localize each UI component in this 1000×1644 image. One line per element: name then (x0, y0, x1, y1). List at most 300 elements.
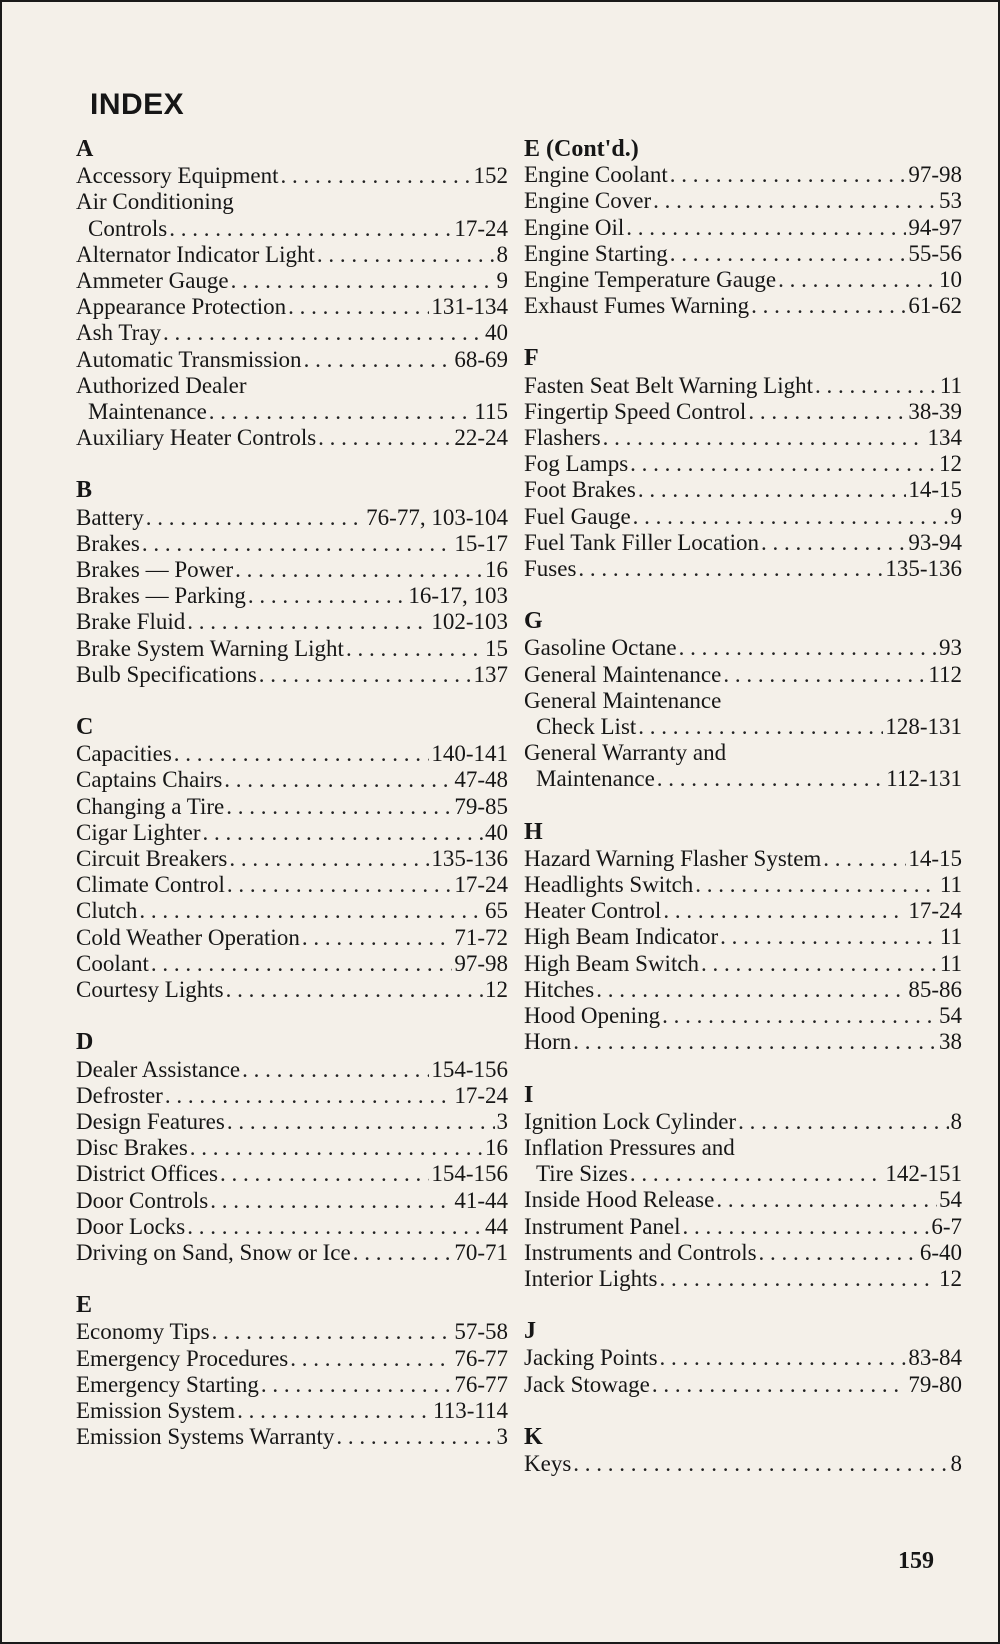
dot-leader (670, 241, 907, 267)
dot-leader (630, 1161, 884, 1187)
entry-page-reference: 76-77 (454, 1371, 508, 1397)
dot-leader (657, 766, 884, 792)
index-entry (76, 425, 508, 451)
entry-label: High Beam Switch (524, 950, 700, 976)
dot-leader (679, 635, 937, 661)
entry-page-reference: 3 (496, 1108, 508, 1134)
entry-page-reference: 17-24 (454, 215, 508, 241)
entry-label: Fuel Gauge (524, 503, 631, 529)
entry-page-reference: 102-103 (431, 609, 508, 635)
entry-label: Maintenance (536, 766, 655, 792)
index-entry (76, 741, 508, 767)
index-entry (76, 163, 508, 189)
entry-page-reference: 113-114 (433, 1397, 508, 1423)
index-section (524, 819, 962, 1056)
entry-label: Tire Sizes (536, 1161, 628, 1187)
entry-label: Battery (76, 504, 144, 530)
dot-leader (353, 1240, 453, 1266)
entry-label: Horn (524, 1029, 572, 1055)
entry-page-reference: 16 (485, 557, 508, 583)
index-entry (524, 162, 962, 188)
entry-page-reference: 70-71 (454, 1239, 508, 1265)
dot-leader (573, 1029, 937, 1055)
dot-leader (210, 1188, 452, 1214)
dot-leader (653, 188, 937, 214)
entry-page-reference: 47-48 (454, 767, 508, 793)
index-entry (76, 1083, 508, 1109)
index-entry (76, 505, 508, 531)
entry-label: Emergency Starting (76, 1371, 259, 1397)
index-section (524, 1082, 962, 1293)
entry-page-reference: 11 (939, 872, 962, 898)
entry-page-reference: 140-141 (431, 741, 508, 767)
entry-page-reference: 15-17 (454, 530, 508, 556)
dot-leader (317, 242, 495, 268)
section-letter: G (524, 608, 543, 635)
index-entry (76, 1057, 508, 1083)
dot-leader (248, 583, 406, 609)
dot-leader (288, 294, 429, 320)
entry-page-reference: 3 (496, 1424, 508, 1450)
index-entry (524, 1214, 962, 1240)
index-entry (524, 635, 962, 661)
entry-page-reference: 135-136 (885, 556, 962, 582)
index-entry (524, 1240, 962, 1266)
entry-page-reference: 135-136 (431, 846, 508, 872)
dot-leader (318, 425, 452, 451)
dot-leader (663, 898, 906, 924)
dot-leader (203, 820, 483, 846)
index-entry (76, 1398, 508, 1424)
entry-page-reference: 41-44 (454, 1187, 508, 1213)
index-entry (76, 925, 508, 951)
entry-label: Check List (536, 714, 637, 740)
entry-label: Emergency Procedures (76, 1345, 289, 1371)
entry-label: Gasoline Octane (524, 635, 677, 661)
dot-leader (163, 320, 483, 346)
index-entry (524, 1345, 962, 1371)
dot-leader (280, 163, 471, 189)
entry-label: Maintenance (88, 399, 207, 425)
dot-leader (633, 504, 949, 530)
dot-leader (224, 767, 452, 793)
index-entry (76, 1135, 508, 1161)
entry-page-reference: 68-69 (454, 346, 508, 372)
entry-page-reference: 115 (474, 399, 508, 425)
dot-leader (336, 1424, 494, 1450)
index-entry (524, 1187, 962, 1213)
index-entry (524, 924, 962, 950)
index-section (524, 345, 962, 582)
entry-page-reference: 12 (939, 451, 962, 477)
dot-leader (174, 741, 430, 767)
entry-label: Alternator Indicator Light (76, 241, 315, 267)
dot-leader (346, 636, 483, 662)
entry-label: Interior Lights (524, 1265, 658, 1291)
entry-label: General Maintenance (524, 661, 722, 687)
dot-leader (146, 505, 364, 531)
entry-label: Engine Temperature Gauge (524, 267, 777, 293)
entry-heading: Air Conditioning (76, 189, 234, 215)
dot-leader (751, 293, 906, 319)
index-entry (76, 1240, 508, 1266)
index-entry (524, 267, 962, 293)
entry-label: Changing a Tire (76, 793, 225, 819)
dot-leader (716, 1187, 937, 1213)
dot-leader (720, 924, 938, 950)
entry-label: Door Locks (76, 1213, 186, 1239)
dot-leader (603, 425, 926, 451)
entry-page-reference: 54 (939, 1187, 962, 1213)
dot-leader (573, 1451, 948, 1477)
dot-leader (169, 216, 452, 242)
dot-leader (759, 1240, 918, 1266)
entry-page-reference: 8 (496, 241, 508, 267)
index-entry (76, 872, 508, 898)
index-entry (76, 636, 508, 662)
index-section (524, 1424, 962, 1477)
page-title: INDEX (90, 88, 185, 121)
index-section (76, 136, 508, 451)
entry-label: Bulb Specifications (76, 661, 257, 687)
entry-page-reference: 11 (939, 372, 962, 398)
dot-leader (165, 1083, 452, 1109)
index-entry (524, 451, 962, 477)
entry-page-reference: 54 (939, 1003, 962, 1029)
entry-label: Exhaust Fumes Warning (524, 293, 750, 319)
index-entry (524, 1109, 962, 1135)
dot-leader (209, 399, 473, 425)
entry-page-reference: 57-58 (454, 1319, 508, 1345)
entry-label: Foot Brakes (524, 477, 636, 503)
dot-leader (778, 267, 937, 293)
entry-label: Hitches (524, 976, 595, 1002)
section-letter: B (76, 477, 93, 504)
dot-leader (139, 898, 483, 924)
entry-label: Brakes (76, 530, 140, 556)
entry-label: Coolant (76, 950, 149, 976)
dot-leader (738, 1109, 948, 1135)
dot-leader (578, 556, 883, 582)
dot-leader (302, 925, 453, 951)
entry-label: Captains Chairs (76, 767, 223, 793)
index-section (524, 608, 962, 792)
entry-label: Climate Control (76, 872, 225, 898)
entry-label: Dealer Assistance (76, 1056, 241, 1082)
index-entry (76, 1372, 508, 1398)
entry-label: Engine Starting (524, 240, 668, 266)
entry-page-reference: 10 (939, 267, 962, 293)
entry-page-reference: 14-15 (908, 477, 962, 503)
index-entry (76, 1319, 508, 1345)
entry-page-reference: 76-77, 103-104 (366, 504, 508, 530)
entry-label: Jack Stowage (524, 1371, 650, 1397)
dot-leader (761, 530, 906, 556)
entry-page-reference: 97-98 (454, 950, 508, 976)
entry-page-reference: 53 (939, 188, 962, 214)
dot-leader (823, 846, 906, 872)
entry-label: Brake System Warning Light (76, 635, 344, 661)
entry-page-reference: 85-86 (908, 976, 962, 1002)
dot-leader (723, 662, 926, 688)
index-entry (524, 1029, 962, 1055)
entry-label: Hazard Warning Flasher System (524, 845, 822, 871)
dot-leader (652, 1372, 907, 1398)
entry-page-reference: 9 (496, 268, 508, 294)
entry-label: Clutch (76, 898, 138, 924)
index-entry (76, 320, 508, 346)
entry-label: Appearance Protection (76, 294, 287, 320)
entry-page-reference: 65 (485, 898, 508, 924)
index-entry (524, 293, 962, 319)
entry-label: Economy Tips (76, 1319, 210, 1345)
index-section (76, 1292, 508, 1450)
entry-page-reference: 152 (473, 163, 508, 189)
section-letter: D (76, 1029, 94, 1056)
entry-heading: General Warranty and (524, 740, 727, 766)
entry-page-reference: 55-56 (908, 240, 962, 266)
entry-label: Door Controls (76, 1187, 209, 1213)
entry-label: Circuit Breakers (76, 846, 228, 872)
index-section (524, 136, 962, 319)
index-entry (76, 1109, 508, 1135)
entry-page-reference: 12 (485, 977, 508, 1003)
entry-page-reference: 6-7 (931, 1213, 962, 1239)
entry-page-reference: 79-80 (908, 1371, 962, 1397)
entry-page-reference: 6-40 (919, 1239, 962, 1265)
dot-leader (259, 662, 472, 688)
entry-label: Brakes — Power (76, 557, 234, 583)
index-entry (524, 951, 962, 977)
index-entry (76, 609, 508, 635)
index-entry (524, 399, 962, 425)
entry-page-reference: 83-84 (908, 1345, 962, 1371)
index-entry (524, 188, 962, 214)
index-section (524, 1318, 962, 1398)
dot-leader (227, 1109, 495, 1135)
entry-label: Brakes — Parking (76, 583, 246, 609)
index-entry (524, 1161, 962, 1187)
entry-page-reference: 128-131 (885, 714, 962, 740)
dot-leader (242, 1057, 429, 1083)
entry-label: Emission System (76, 1397, 236, 1423)
entry-label: Fingertip Speed Control (524, 398, 747, 424)
dot-leader (660, 1266, 938, 1292)
dot-leader (626, 215, 906, 241)
entry-label: Hood Opening (524, 1003, 661, 1029)
entry-label: Emission Systems Warranty (76, 1424, 335, 1450)
entry-page-reference: 8 (950, 1450, 962, 1476)
index-entry (76, 1424, 508, 1450)
entry-label: Flashers (524, 425, 601, 451)
index-entry (524, 1372, 962, 1398)
entry-page-reference: 16-17, 103 (408, 583, 508, 609)
entry-label: Controls (88, 215, 168, 241)
entry-label: Headlights Switch (524, 872, 694, 898)
entry-page-reference: 16 (485, 1135, 508, 1161)
entry-label: Driving on Sand, Snow or Ice (76, 1239, 351, 1265)
entry-page-reference: 9 (950, 503, 962, 529)
entry-label: Ammeter Gauge (76, 268, 229, 294)
dot-leader (187, 1214, 483, 1240)
dot-leader (670, 162, 907, 188)
section-letter: K (524, 1423, 543, 1450)
section-letter: A (76, 136, 94, 162)
index-entry (524, 215, 962, 241)
dot-leader (261, 1372, 452, 1398)
dot-leader (229, 846, 429, 872)
index-entry (76, 1188, 508, 1214)
entry-page-reference: 11 (939, 924, 962, 950)
index-entry (76, 820, 508, 846)
index-entry (524, 872, 962, 898)
entry-page-reference: 8 (950, 1108, 962, 1134)
index-entry (524, 1266, 962, 1292)
index-entry (76, 846, 508, 872)
entry-page-reference: 93 (939, 635, 962, 661)
entry-label: High Beam Indicator (524, 924, 719, 950)
entry-page-reference: 61-62 (908, 293, 962, 319)
entry-label: Inside Hood Release (524, 1187, 715, 1213)
index-entry (76, 294, 508, 320)
entry-label: Automatic Transmission (76, 346, 302, 372)
dot-leader (701, 951, 938, 977)
dot-leader (304, 347, 453, 373)
dot-leader (220, 1161, 429, 1187)
index-entry (76, 898, 508, 924)
entry-label: Fuel Tank Filler Location (524, 529, 759, 555)
dot-leader (596, 977, 906, 1003)
index-entry (76, 531, 508, 557)
index-entry (524, 556, 962, 582)
entry-label: Design Features (76, 1108, 225, 1134)
index-entry (524, 373, 962, 399)
entry-page-reference: 79-85 (454, 793, 508, 819)
index-entry (76, 1346, 508, 1372)
entry-page-reference: 38 (939, 1029, 962, 1055)
entry-page-reference: 17-24 (454, 1082, 508, 1108)
dot-leader (683, 1214, 930, 1240)
index-entry (76, 977, 508, 1003)
entry-label: Engine Oil (524, 214, 625, 240)
index-entry (76, 794, 508, 820)
index-entry (76, 662, 508, 688)
entry-label: Engine Cover (524, 188, 652, 214)
entry-page-reference: 93-94 (908, 529, 962, 555)
dot-leader (748, 399, 906, 425)
index-column-right (524, 136, 962, 1503)
dot-leader (638, 714, 883, 740)
entry-page-reference: 142-151 (885, 1161, 962, 1187)
entry-page-reference: 94-97 (908, 214, 962, 240)
section-letter: E (76, 1292, 93, 1319)
index-entry (76, 216, 508, 242)
index-entry (76, 951, 508, 977)
index-entry (76, 1161, 508, 1187)
entry-heading: Inflation Pressures and (524, 1134, 735, 1160)
dot-leader (695, 872, 938, 898)
entry-label: Capacities (76, 741, 172, 767)
index-entry (76, 268, 508, 294)
dot-leader (630, 451, 937, 477)
dot-leader (226, 977, 483, 1003)
dot-leader (660, 1345, 907, 1371)
page-number: 159 (898, 1548, 934, 1574)
entry-page-reference: 112-131 (886, 766, 962, 792)
entry-heading: General Maintenance (524, 687, 722, 713)
index-entry (524, 530, 962, 556)
index-section (76, 714, 508, 1003)
entry-label: Fasten Seat Belt Warning Light (524, 372, 814, 398)
index-entry (76, 399, 508, 425)
index-entry (524, 714, 962, 740)
entry-page-reference: 17-24 (908, 898, 962, 924)
entry-page-reference: 134 (927, 425, 962, 451)
section-letter: E (Cont'd.) (524, 136, 639, 162)
entry-page-reference: 14-15 (908, 845, 962, 871)
index-entry (524, 977, 962, 1003)
index-entry (524, 1003, 962, 1029)
entry-page-reference: 17-24 (454, 872, 508, 898)
entry-page-reference: 71-72 (454, 924, 508, 950)
dot-leader (290, 1346, 452, 1372)
entry-label: Courtesy Lights (76, 977, 224, 1003)
entry-label: Disc Brakes (76, 1135, 188, 1161)
index-entry (524, 504, 962, 530)
index-entry (524, 766, 962, 792)
entry-label: Ash Tray (76, 320, 162, 346)
entry-page-reference: 40 (485, 320, 508, 346)
section-letter: I (524, 1081, 534, 1108)
entry-label: Heater Control (524, 898, 662, 924)
entry-label: Ignition Lock Cylinder (524, 1108, 737, 1134)
index-entry (524, 898, 962, 924)
index-entry (524, 662, 962, 688)
index-entry (524, 241, 962, 267)
entry-label: Fuses (524, 556, 577, 582)
dot-leader (227, 872, 452, 898)
dot-leader (142, 531, 452, 557)
index-entry (76, 583, 508, 609)
entry-page-reference: 12 (939, 1265, 962, 1291)
entry-page-reference: 40 (485, 819, 508, 845)
entry-page-reference: 154-156 (431, 1161, 508, 1187)
index-entry (76, 767, 508, 793)
index-entry (76, 1214, 508, 1240)
dot-leader (151, 951, 452, 977)
entry-label: Instruments and Controls (524, 1239, 757, 1265)
entry-label: Brake Fluid (76, 609, 186, 635)
index-entry (76, 347, 508, 373)
dot-leader (638, 477, 907, 503)
dot-leader (212, 1319, 453, 1345)
index-entry (76, 557, 508, 583)
entry-label: Cold Weather Operation (76, 924, 300, 950)
index-entry (76, 242, 508, 268)
index-entry (524, 846, 962, 872)
section-letter: H (524, 818, 543, 845)
entry-label: Engine Coolant (524, 162, 668, 188)
entry-page-reference: 97-98 (908, 162, 962, 188)
dot-leader (815, 373, 938, 399)
dot-leader (235, 557, 483, 583)
dot-leader (226, 794, 452, 820)
entry-label: Fog Lamps (524, 451, 629, 477)
entry-page-reference: 76-77 (454, 1345, 508, 1371)
entry-page-reference: 11 (939, 950, 962, 976)
entry-page-reference: 131-134 (431, 294, 508, 320)
entry-label: Jacking Points (524, 1345, 658, 1371)
